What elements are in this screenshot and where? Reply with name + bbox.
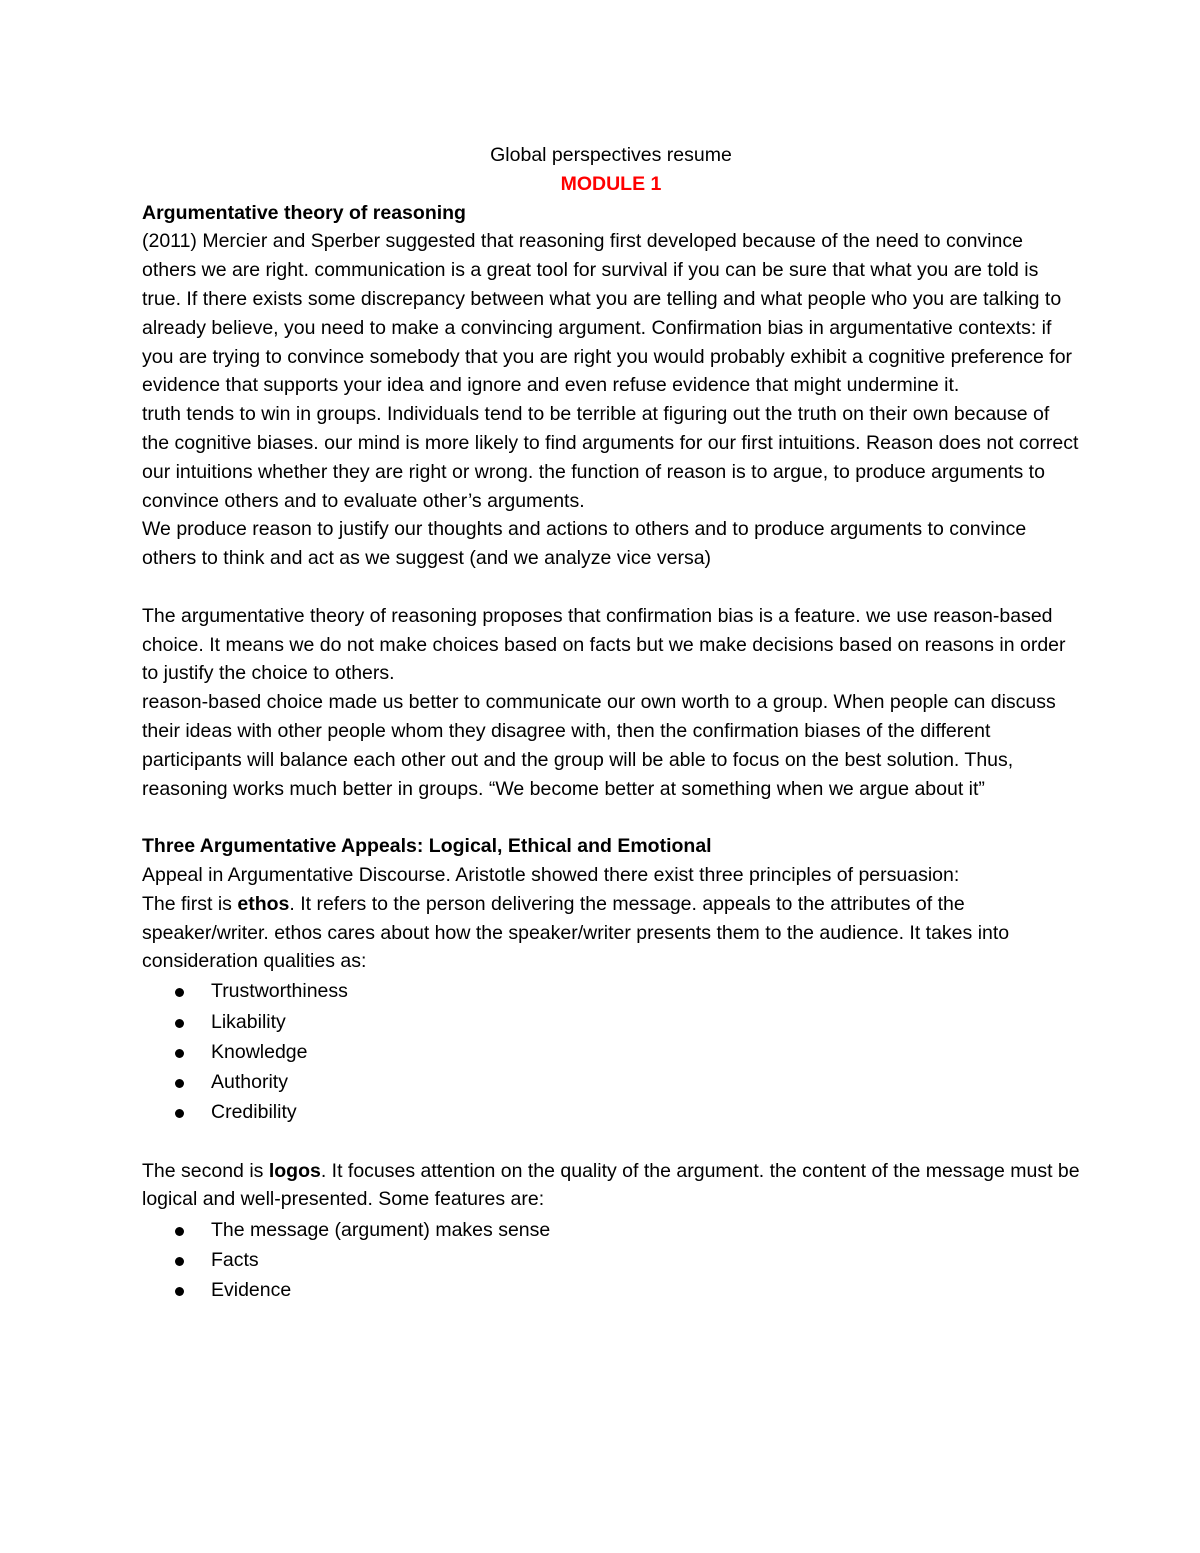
- list-item-text: Evidence: [211, 1278, 292, 1301]
- bullet-icon: [175, 988, 184, 997]
- paragraph: We produce reason to justify our thoughts and actions to others and to produce arguments to convince others to think and act as we suggest (and we analyze vice versa): [142, 518, 1027, 570]
- paragraph: (2011) Mercier and Sperber suggested that reasoning first developed because of the need to convince others we are right. communication is a great tool for survival if you can be sure that what you are told is true. If there exists some discrepancy between what you are telling and what people who you are talking to already believe, you need to make a convincing argument. Confirmation bias in argumentative contexts: if you are trying to convince somebody that you are right you would probably exhibit a cognitive preference for evidence that supports your idea and ignore and even refuse evidence that might undermine it.: [142, 230, 1073, 397]
- text: The second is: [142, 1159, 269, 1182]
- ethos-list: [142, 977, 1080, 1126]
- paragraph: truth tends to win in groups. Individuals tend to be terrible at figuring out the truth on their own because of the cognitive biases. our mind is more likely to find arguments for our first intuitions. Reason does not correct our intuitions whether they are right or wrong. the function of reason is to argue, to produce arguments to convince others and to evaluate other’s arguments.: [142, 403, 1079, 512]
- list-item-text: Trustworthiness: [211, 980, 348, 1003]
- list-item-text: Knowledge: [211, 1040, 308, 1063]
- text: . It focuses attention on the quality of the argument. the content of the message must be logical and well-presented. Some features are:: [142, 1159, 1080, 1211]
- list-item-text: Credibility: [211, 1100, 297, 1123]
- blank-line: [142, 1128, 1080, 1157]
- bullet-icon: [175, 1109, 184, 1118]
- list-item: [142, 1098, 1080, 1127]
- list-item-text: Authority: [211, 1070, 288, 1093]
- paragraph-logos: [142, 1157, 1080, 1215]
- list-item: [142, 977, 1080, 1006]
- bullet-icon: [175, 1019, 184, 1028]
- list-item: [142, 1246, 1080, 1275]
- bullet-icon: [175, 1079, 184, 1088]
- list-item-text: The message (argument) makes sense: [211, 1218, 551, 1241]
- module-heading: MODULE 1: [560, 172, 662, 195]
- paragraph: reason-based choice made us better to communicate our own worth to a group. When people can discuss their ideas with other people whom they disagree with, then the confirmation biases of the different participants will balance each other out and the group will be able to focus on the best solution. Thus, reasoning works much better in groups. “We become better at something when we argue about it”: [142, 691, 1056, 800]
- paragraph: Appeal in Argumentative Discourse. Aristotle showed there exist three principles of persuasion:: [142, 863, 960, 886]
- list-item: [142, 1038, 1080, 1067]
- bullet-icon: [175, 1049, 184, 1058]
- section-heading-appeals: Three Argumentative Appeals: Logical, Ethical and Emotional: [142, 835, 712, 858]
- document-title: Global perspectives resume: [490, 144, 732, 166]
- blank-line: [142, 573, 1080, 602]
- list-item: [142, 1276, 1080, 1305]
- paragraph-ethos: [142, 890, 1080, 976]
- logos-list: [142, 1216, 1080, 1305]
- text: The first is: [142, 892, 238, 915]
- bullet-icon: [175, 1287, 184, 1296]
- list-item: [142, 1008, 1080, 1037]
- bullet-icon: [175, 1227, 184, 1236]
- bullet-icon: [175, 1257, 184, 1266]
- section-heading-argumentative-theory: Argumentative theory of reasoning: [142, 201, 466, 224]
- text: . It refers to the person delivering the message. appeals to the attributes of the speaker/writer. ethos cares about how the speaker/writer presents them to the audience. It takes into consideration qualities as:: [142, 892, 1010, 973]
- blank-line: [142, 803, 1080, 832]
- list-item: [142, 1216, 1080, 1245]
- list-item-text: Facts: [211, 1248, 259, 1271]
- paragraph: The argumentative theory of reasoning proposes that confirmation bias is a feature. we use reason-based choice. It means we do not make choices based on facts but we make decisions based on reasons in order to justify the choice to others.: [142, 604, 1066, 685]
- list-item: [142, 1068, 1080, 1097]
- logos-term: logos: [268, 1159, 321, 1182]
- list-item-text: Likability: [211, 1010, 286, 1033]
- ethos-term: ethos: [237, 892, 290, 915]
